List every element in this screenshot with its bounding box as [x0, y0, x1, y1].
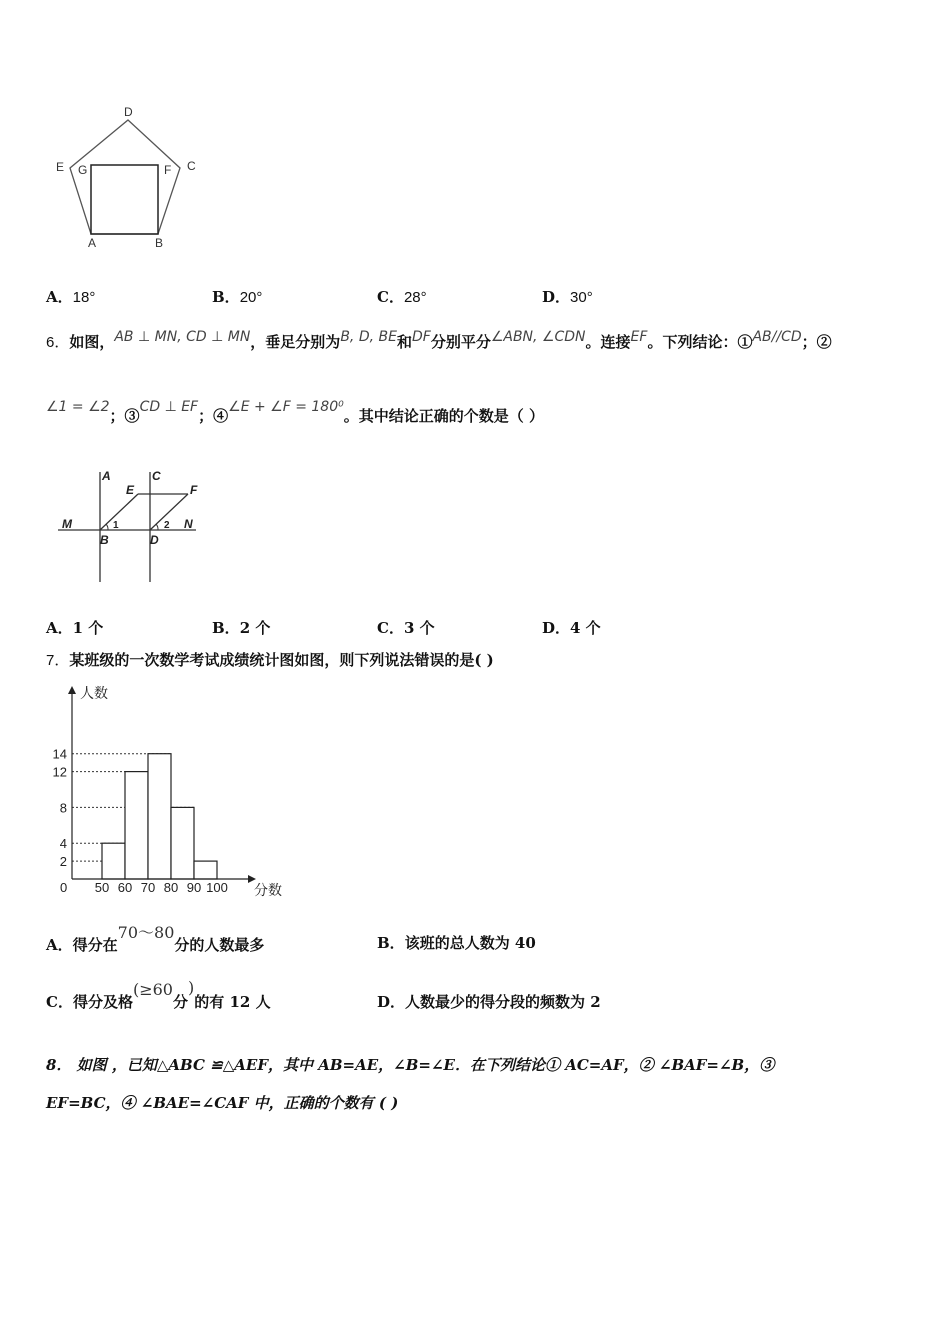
bar-70-80	[148, 754, 171, 879]
label-D: D	[124, 105, 133, 119]
x-tick-label: 60	[117, 880, 133, 895]
label-B: B	[155, 236, 164, 250]
label-F: F	[164, 163, 172, 177]
line-BE	[100, 494, 138, 530]
y-tick-labels	[53, 747, 67, 869]
y-tick-label: 12	[52, 764, 67, 780]
q6-line1: 6．如图，AB ⊥ MN, CD ⊥ MN，垂足分别为B, D, BE和DF分别平分∠ABN, ∠CDN。连接EF。下列结论：①AB//CD；②	[46, 329, 832, 351]
label-N: N	[184, 517, 193, 531]
pentagon-square-figure	[40, 100, 220, 260]
label-E: E	[126, 483, 135, 497]
x-tick-label: 70	[140, 880, 156, 895]
pentagon-shape	[70, 120, 180, 234]
bar-80-90	[171, 807, 194, 879]
label-angle-1: 1	[113, 520, 119, 531]
bar-50-60	[102, 843, 125, 879]
q6-option-c: C．3 个	[377, 619, 435, 637]
y-tick-label: 8	[59, 800, 67, 816]
x-tick-label: 50	[94, 880, 110, 895]
score-histogram	[40, 680, 300, 905]
label-E: E	[56, 160, 65, 174]
label-F: F	[190, 483, 198, 497]
label-C: C	[152, 469, 161, 483]
label-G: G	[78, 163, 88, 177]
label-A: A	[102, 469, 111, 483]
q7-option-c: C．得分及格(≥60分)的有 12 人	[46, 978, 271, 1011]
y-tick-label: 4	[59, 836, 67, 852]
angle-1-arc	[106, 524, 108, 530]
x-tick-label: 90	[186, 880, 202, 895]
q8-line1: 8． 如图 ，已知△ABC ≌△AEF，其中 AB=AE，∠B=∠E．在下列结论① AC=AF，② ∠BAF=∠B，③	[46, 1056, 775, 1074]
y-axis-label: 人数	[80, 685, 108, 701]
x-axis-label: 分数	[254, 882, 282, 898]
q5-option-d: D．30°	[542, 288, 593, 306]
q7-option-a: A．得分在70～80分的人数最多	[46, 923, 265, 954]
y-tick-label: 2	[59, 854, 67, 870]
q7-option-d: D．人数最少的得分段的频数为 2	[377, 993, 601, 1011]
x-tick-labels	[95, 880, 228, 895]
chart-bars	[102, 754, 217, 879]
q8-line2: EF=BC，④ ∠BAE=∠CAF 中，正确的个数有 ( )	[46, 1094, 399, 1112]
parallel-lines-figure	[58, 462, 208, 587]
square-shape	[91, 165, 158, 234]
q6-option-a: A．1 个	[46, 619, 104, 637]
q5-option-a: A．18°	[46, 288, 96, 306]
label-D: D	[150, 533, 159, 547]
q6-option-b: B．2 个	[212, 619, 271, 637]
q5-option-c: C．28°	[377, 288, 427, 306]
q6-line2: ∠1 = ∠2；③CD ⊥ EF；④∠E + ∠F = 180⁰。其中结论正确的个数是（ ）	[46, 399, 544, 425]
bar-90-100	[194, 861, 217, 879]
x-tick-label: 80	[163, 880, 179, 895]
q7-question: 7．某班级的一次数学考试成绩统计图如图，则下列说法错误的是( )	[46, 651, 494, 669]
angle-2-arc	[156, 524, 158, 530]
y-tick-label: 14	[52, 746, 67, 762]
y-axis-arrow	[68, 686, 76, 694]
x-tick-label: 100	[206, 880, 228, 895]
label-M: M	[62, 517, 72, 531]
label-A: A	[88, 236, 97, 250]
q7-option-b: B．该班的总人数为 40	[377, 934, 536, 952]
bar-60-70	[125, 772, 148, 879]
q6-option-d: D．4 个	[542, 619, 601, 637]
origin-label: 0	[60, 880, 68, 895]
label-angle-2: 2	[164, 520, 170, 531]
q5-option-b: B．20°	[212, 288, 263, 306]
label-B: B	[100, 533, 109, 547]
label-C: C	[187, 159, 196, 173]
